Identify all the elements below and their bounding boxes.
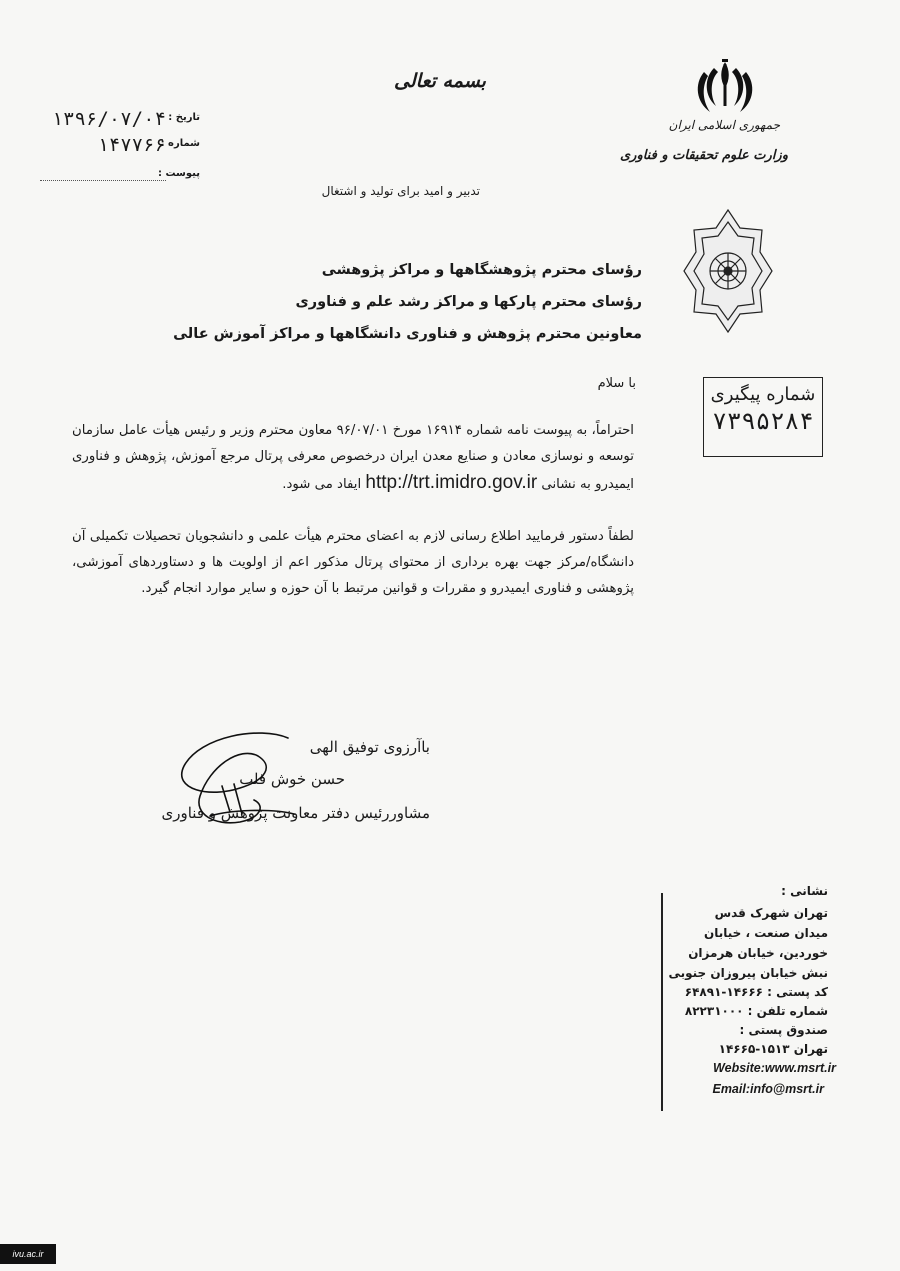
- recipient-1: رؤسای محترم پژوهشگاهها و مراکز پژوهشی: [321, 262, 642, 278]
- paragraph-1-end: ایفاد می شود.: [282, 477, 362, 492]
- tracking-number: ۷۳۹۵۲۸۴: [712, 407, 814, 435]
- website-link[interactable]: Website:www.msrt.ir: [713, 1061, 836, 1075]
- date-value: ۱۳۹۶/۰۷/۰۴: [51, 108, 166, 130]
- address-divider: [661, 893, 663, 1111]
- phone-number: شماره تلفن : ۸۲۲۳۱۰۰۰: [684, 1004, 828, 1018]
- signer-name: حسن خوش قلب: [239, 770, 345, 788]
- date-label: تاریخ :: [168, 112, 200, 123]
- greeting: با سلام: [597, 376, 636, 391]
- attachment-label: پیوست :: [157, 168, 200, 179]
- paragraph-1-text: احتراماً، به پیوست نامه شماره ۱۶۹۱۴ مورخ ۹۶/۰۷/۰۱ معاون محترم وزیر و رئیس هیأت عامل سازمان توسعه و نوسازی معادن و صنایع معدن ایران درخصوص معرفی پرتال مرجع آموزش، پژوهش و فناوری ایمیدرو به نشانی: [72, 423, 634, 492]
- ministry-line-2: وزارت علوم تحقیقات و فناوری: [619, 148, 788, 163]
- portal-url-link[interactable]: http://trt.imidro.gov.ir: [365, 472, 538, 493]
- address-line-4: نبش خیابان پیروزان جنوبی: [668, 966, 828, 980]
- paragraph-1: [72, 418, 634, 498]
- number-label: شماره :: [160, 138, 200, 149]
- number-row: [40, 134, 200, 156]
- attachment-dots: [40, 180, 166, 181]
- pobox-value: تهران ۱۵۱۳-۱۴۶۶۵: [718, 1042, 828, 1056]
- closing: باآرزوی توفیق الهی: [309, 738, 430, 756]
- ornament-icon: [682, 208, 774, 334]
- tracking-box: [703, 377, 823, 457]
- paragraph-2: لطفاً دستور فرمایید اطلاع رسانی لازم به اعضای محترم هیأت علمی و دانشجویان تحصیلات تکمیلی آن دانشگاه/مرکز جهت بهره برداری از محتوای پرتال مذکور اعم از اولویت ها و دستاوردهای آموزشی، پژوهشی و فناوری ایمیدرو و مقررات و قوانین مرتبط با آن حوزه و سایر موارد انجام گیرد.: [72, 529, 634, 596]
- address-line-3: خوردین، خیابان هرمزان: [688, 946, 828, 960]
- address-line-2: میدان صنعت ، خیابان: [704, 926, 828, 940]
- pobox-label: صندوق پستی :: [739, 1023, 828, 1037]
- signer-title: مشاوررئیس دفتر معاونت پژوهش و فناوری: [161, 804, 430, 822]
- iran-emblem-icon: [690, 58, 760, 118]
- address-line-1: تهران شهرک قدس: [714, 906, 828, 920]
- recipient-3: معاونین محترم پژوهش و فناوری دانشگاهها و مراکز آموزش عالی: [173, 326, 642, 342]
- date-row: [40, 108, 200, 130]
- basmala: بسمه تعالی: [394, 70, 486, 92]
- watermark-badge: ivu.ac.ir: [0, 1244, 56, 1264]
- number-value: ۱۴۷۷۶۶: [97, 134, 166, 156]
- recipient-2: رؤسای محترم پارکها و مراکز رشد علم و فناوری: [295, 294, 642, 310]
- address-label: نشانی :: [781, 884, 828, 898]
- slogan: تدبیر و امید برای تولید و اشتغال: [321, 184, 480, 198]
- handwritten-signature-icon: [170, 726, 300, 836]
- attachment-row: [40, 164, 200, 186]
- tracking-label: شماره پیگیری: [710, 384, 816, 405]
- postal-code: کد پستی : ۱۴۶۶۶-۶۴۸۹۱: [684, 985, 828, 999]
- ministry-line-1: جمهوری اسلامی ایران: [668, 118, 780, 132]
- email-link[interactable]: Email:info@msrt.ir: [712, 1082, 824, 1096]
